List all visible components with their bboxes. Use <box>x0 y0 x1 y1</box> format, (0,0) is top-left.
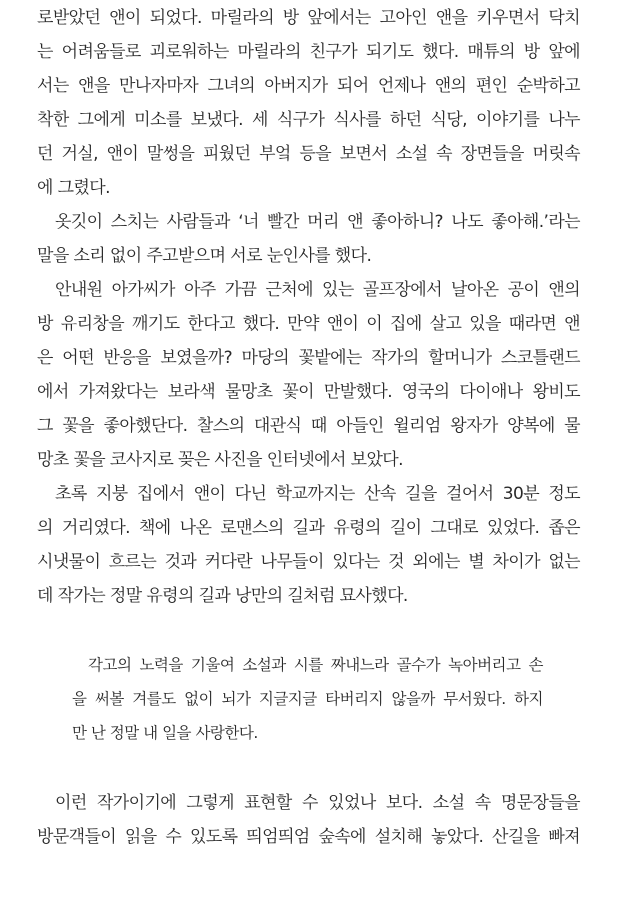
text-line: 에서 가져왔다는 보라색 물망초 꽃이 만발했다. 영국의 다이애나 왕비도 <box>37 382 580 402</box>
text-line: 그 꽃을 좋아했단다. 찰스의 대관식 때 아들인 윌리엄 왕자가 양복에 물 <box>37 416 580 436</box>
text-line: 방문객들이 읽을 수 있도록 띄엄띄엄 숲속에 설치해 놓았다. 산길을 빠져 <box>37 827 580 847</box>
text-line: 착한 그에게 미소를 보냈다. 세 식구가 식사를 하던 식당, 이야기를 나누 <box>37 110 580 130</box>
text-line: 는 어려움들로 괴로워하는 마릴라의 친구가 되기도 했다. 매튜의 방 앞에 <box>37 42 580 62</box>
text-line: 시냇물이 흐르는 것과 커다란 나무들이 있다는 것 외에는 별 차이가 없는 <box>37 552 580 572</box>
text-line: 로받았던 앤이 되었다. 마릴라의 방 앞에서는 고아인 앤을 키우면서 닥치 <box>37 8 580 28</box>
main-text-block <box>37 1 580 613</box>
quote-line: 을 써볼 겨를도 없이 뇌가 지글지글 타버리지 않을까 무서웠다. 하지 <box>72 690 543 708</box>
text-line: 던 거실, 앤이 말썽을 피웠던 부엌 등을 보면서 소설 속 장면들을 머릿속 <box>37 144 580 164</box>
text-line: 에 그렸다. <box>37 178 110 198</box>
text-line: 방 유리창을 깨기도 한다고 했다. 만약 앤이 이 집에 살고 있을 때라면 앤 <box>37 314 580 334</box>
text-line: 서는 앤을 만나자마자 그녀의 아버지가 되어 언제나 앤의 편인 순박하고 <box>37 76 580 96</box>
quote-line: 만 난 정말 내 일을 사랑한다. <box>72 724 258 742</box>
text-line: 이런 작가이기에 그렇게 표현할 수 있었나 보다. 소설 속 명문장들을 <box>55 793 580 813</box>
text-line: 의 거리였다. 책에 나온 로맨스의 길과 유령의 길이 그대로 있었다. 좁은 <box>37 518 580 538</box>
text-line: 안내원 아가씨가 아주 가끔 근처에 있는 골프장에서 날아온 공이 앤의 <box>55 280 580 300</box>
text-line: 은 어떤 반응을 보였을까? 마당의 꽃밭에는 작가의 할머니가 스코틀랜드 <box>37 348 580 368</box>
block-quote <box>72 648 543 750</box>
quote-line: 각고의 노력을 기울여 소설과 시를 짜내느라 골수가 녹아버리고 손 <box>88 656 543 674</box>
text-line: 초록 지붕 집에서 앤이 다닌 학교까지는 산속 길을 걸어서 30분 정도 <box>55 484 580 504</box>
text-line: 옷깃이 스치는 사람들과 ‘너 빨간 머리 앤 좋아하니? 나도 좋아해.’라는 <box>55 212 580 232</box>
closing-text-block <box>37 786 580 854</box>
text-line: 데 작가는 정말 유령의 길과 낭만의 길처럼 묘사했다. <box>37 586 408 606</box>
text-line: 망초 꽃을 코사지로 꽂은 사진을 인터넷에서 보았다. <box>37 450 403 470</box>
text-line: 말을 소리 없이 주고받으며 서로 눈인사를 했다. <box>37 246 372 266</box>
